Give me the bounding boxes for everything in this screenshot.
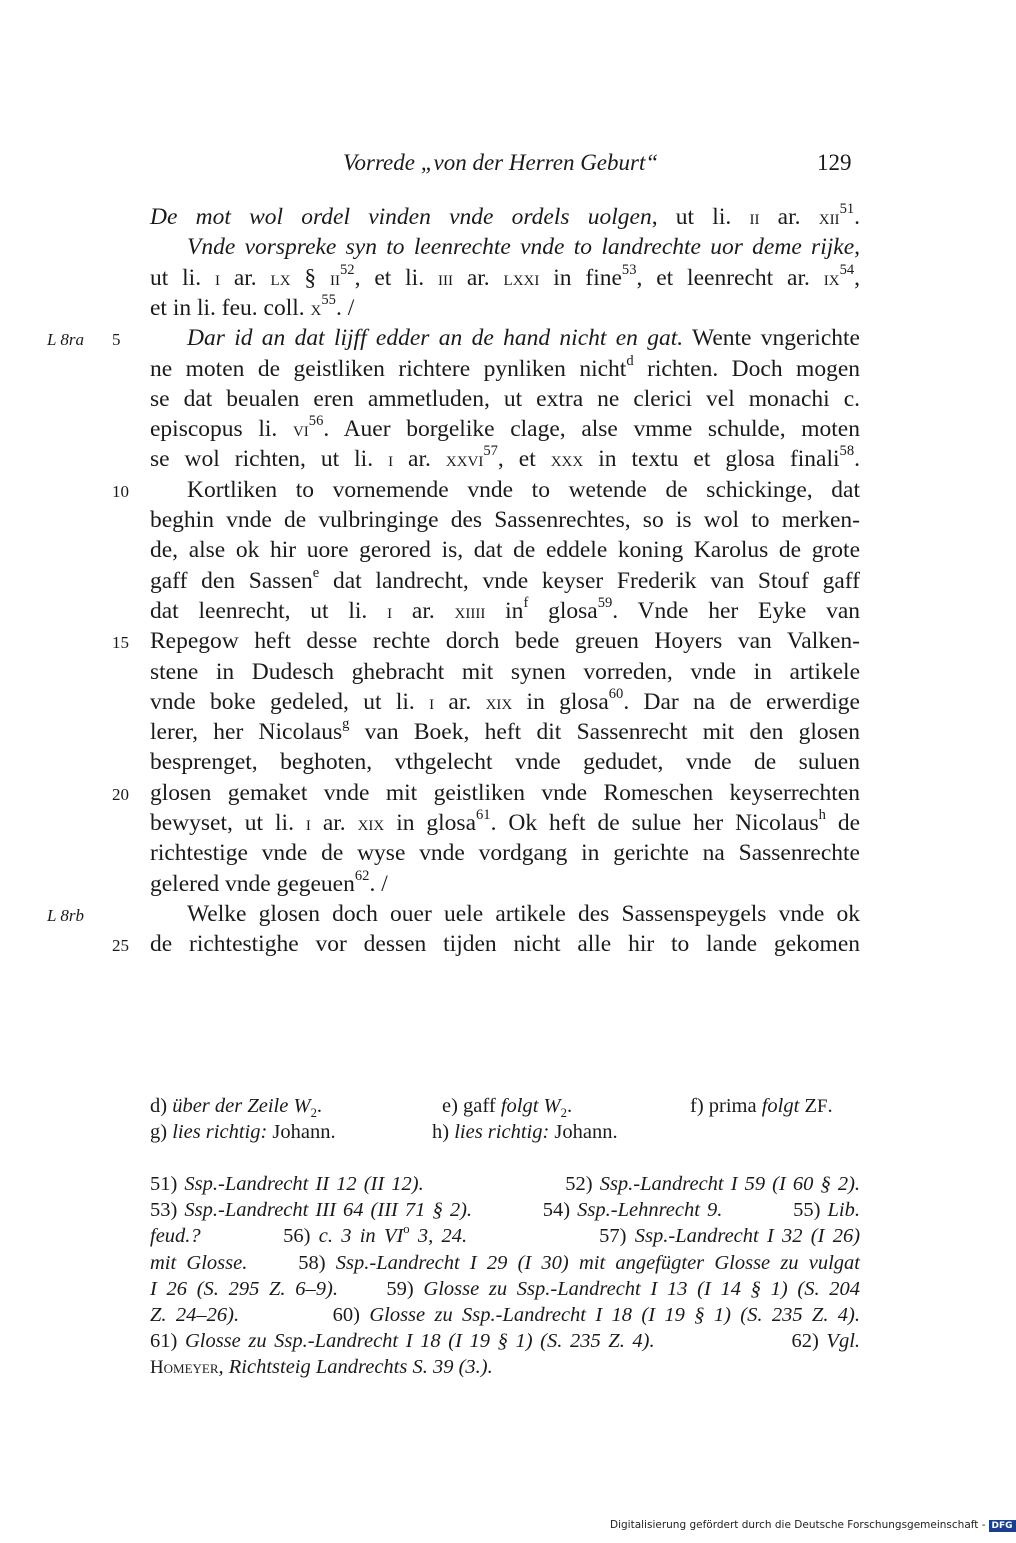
text-run: Homeyer — [150, 1357, 219, 1379]
text-run: 52 — [340, 261, 355, 278]
text-line — [150, 566, 860, 596]
text-run: se dat beualen eren ammetluden, ut extra ne clerici vel monachi c. — [150, 385, 860, 412]
text-line — [150, 778, 860, 808]
text-run: , ut li. — [651, 204, 750, 230]
text-run: . — [566, 1095, 573, 1117]
textual-note — [150, 1120, 336, 1144]
text-run: . — [854, 446, 860, 473]
digitization-credit — [610, 1519, 1016, 1532]
text-run: 62 — [354, 867, 370, 884]
text-run: x — [310, 295, 322, 320]
text-run: ix — [823, 265, 840, 290]
text-run: 3, 24. — [409, 1225, 468, 1248]
text-run: 62) — [654, 1330, 827, 1353]
text-run: gelered vnde gegeuen — [150, 870, 355, 897]
line-number: 25 — [112, 936, 129, 956]
text-line — [150, 505, 860, 535]
text-run: Ssp.-Landrecht I 59 (I 60 § 2). — [599, 1173, 861, 1195]
text-run: lerer, her Nicolaus — [150, 719, 343, 746]
text-run: d — [626, 352, 634, 369]
text-run: richtestige vnde de wyse vnde vordgang in gerichte na Sassenrechte — [150, 840, 860, 867]
text-run: lies richtig: — [454, 1121, 550, 1143]
text-run: 2 — [310, 1106, 317, 1121]
text-run: mit Glosse. — [150, 1251, 248, 1274]
text-run: f — [523, 594, 529, 611]
source-note-line — [150, 1251, 860, 1275]
text-run: 55 — [321, 291, 336, 308]
text-run: Repegow heft desse rechte dorch bede greuen Hoyers van Valken- — [150, 628, 860, 655]
text-run: 56) — [200, 1225, 319, 1248]
text-run: episcopus li. — [150, 416, 293, 443]
text-run: Ssp.-Lehnrecht 9. — [577, 1199, 723, 1222]
text-line — [150, 475, 860, 505]
text-run: et in li. feu. coll. — [150, 294, 311, 321]
text-run: o — [403, 1221, 410, 1236]
text-run: richten. Doch mogen — [633, 355, 861, 382]
text-run: ar. — [310, 810, 358, 836]
text-run: in glosa — [512, 688, 609, 715]
credit-text: Digitalisierung gefördert durch die Deutsche Forschungsgemeinschaft - — [610, 1519, 986, 1531]
text-line — [150, 929, 860, 959]
text-run: 61 — [476, 807, 491, 823]
text-run: Vgl. — [826, 1330, 861, 1353]
text-run: . Dar na de erwerdige — [623, 688, 860, 715]
text-run: i — [388, 447, 394, 472]
text-run: ar. — [219, 264, 271, 291]
text-line — [150, 747, 860, 777]
text-run: g) — [150, 1121, 173, 1143]
source-note-line — [150, 1355, 860, 1379]
text-run: ne moten de geistliken richtere pynliken nicht — [150, 355, 627, 382]
text-run: besprenget, beghoten, vthgelecht vnde gedudet, vnde de suluen — [150, 749, 860, 776]
text-run: ar. — [434, 688, 486, 715]
text-run: Dar id an dat lijff edder an de hand nicht en gat. — [187, 325, 684, 352]
text-run: se wol richten, ut li. — [150, 446, 389, 473]
text-run: folgt — [761, 1095, 800, 1117]
text-run: 2 — [560, 1106, 567, 1121]
text-run: Lib. — [827, 1199, 861, 1222]
text-run: Ssp.-Landrecht I 32 (I 26) — [634, 1225, 861, 1248]
text-run: f) prima — [690, 1095, 762, 1117]
text-run: ar. — [393, 446, 446, 473]
text-run: de — [825, 810, 860, 836]
text-run: ii — [330, 265, 341, 290]
text-line — [150, 384, 860, 414]
text-line — [150, 202, 860, 232]
text-run: , et leenrecht ar. — [636, 264, 824, 291]
text-run: 56 — [308, 413, 324, 430]
page-header — [0, 150, 1000, 182]
text-run: § — [290, 264, 331, 291]
text-run: e — [312, 564, 320, 581]
text-run: xxvi — [445, 447, 484, 472]
text-run: 51 — [839, 201, 855, 217]
text-run: 60 — [608, 685, 624, 702]
text-run: i — [429, 689, 435, 714]
text-run: gaff den Sassen — [150, 567, 313, 594]
text-run: i — [214, 265, 220, 290]
text-run: dat leenrecht, ut li. — [150, 597, 388, 624]
text-run: glosen gemaket vnde mit geistliken vnde Romeschen keyserrechten — [150, 779, 860, 806]
text-line — [150, 899, 860, 929]
text-run: 52) — [423, 1173, 600, 1195]
text-run: Kortliken to vornemende vnde to wetende de schickinge, dat — [187, 476, 860, 503]
text-run: e) gaff — [442, 1095, 501, 1117]
text-line — [150, 717, 860, 747]
source-note-line — [150, 1172, 860, 1196]
text-run: Glosse zu Ssp.-Landrecht I 13 (I 14 § 1) (S. 204 — [423, 1277, 861, 1300]
text-run: Z — [799, 1095, 817, 1117]
text-run: 59 — [597, 594, 613, 611]
text-run: van Boek, heft dit Sassenrecht mit den glosen — [349, 719, 860, 746]
text-run: Johann. — [267, 1121, 336, 1143]
text-line — [150, 838, 860, 868]
text-run: Ssp.-Landrecht III 64 (III 71 § 2). — [184, 1199, 473, 1222]
text-run: ar. — [392, 597, 455, 624]
text-run: xix — [357, 811, 385, 835]
text-run: de richtestighe vor dessen tijden nicht alle hir to lande gekomen — [150, 931, 860, 958]
text-run: über der Zeile W — [172, 1095, 311, 1117]
text-run: 58 — [839, 443, 855, 460]
text-run: folgt W — [500, 1095, 561, 1117]
text-run: . Ok heft de sulue her Nicolaus — [490, 810, 819, 836]
text-run: , — [854, 264, 860, 291]
text-run: ar. — [759, 204, 819, 230]
text-run: 60) — [239, 1304, 370, 1326]
text-run: 53) — [150, 1199, 185, 1222]
text-run: lx — [270, 265, 291, 290]
textual-note — [442, 1094, 573, 1121]
text-run: lxxi — [503, 265, 540, 290]
text-run: in glosa — [384, 810, 477, 836]
text-run: Welke glosen doch ouer uele artikele des Sassenspeygels vnde ok — [187, 900, 860, 927]
text-line — [150, 323, 860, 353]
text-line — [150, 263, 860, 293]
text-run: 54 — [839, 261, 855, 278]
line-number: 10 — [112, 481, 129, 501]
text-run: , et — [497, 446, 551, 473]
text-run: Ssp.-Landrecht I 29 (I 30) mit angefügter Glosse zu vulgat — [335, 1251, 860, 1274]
text-run: . / — [369, 870, 388, 897]
text-run: xiiii — [454, 598, 486, 623]
text-run: glosa — [528, 597, 598, 624]
text-run: lies richtig: — [172, 1121, 268, 1143]
text-run: beghin vnde de vulbringinge des Sassenrechtes, so is wol to merken- — [150, 507, 860, 533]
text-run: Ssp.-Landrecht II 12 (II 12). — [184, 1173, 424, 1195]
text-line — [150, 232, 860, 262]
text-run: in textu et glosa finali — [583, 446, 840, 473]
running-title: Vorrede „von der Herren Geburt“ — [343, 150, 659, 175]
text-run: ii — [749, 205, 760, 229]
text-run: . — [854, 204, 860, 230]
line-number: 15 — [112, 633, 129, 653]
margin-folio-marker: L 8rb — [47, 905, 85, 925]
text-run: xxx — [550, 447, 584, 472]
text-line — [150, 535, 860, 565]
page-number: 129 — [817, 150, 852, 175]
text-run: vi — [292, 417, 309, 442]
text-line — [150, 808, 860, 838]
source-note-line — [150, 1221, 861, 1248]
textual-note — [150, 1094, 323, 1121]
text-run: 51) — [150, 1173, 185, 1195]
text-run: 57) — [467, 1225, 635, 1248]
text-line — [150, 687, 860, 717]
text-run: . Auer borgelike clage, alse vmme schulde, moten — [323, 416, 860, 443]
source-note-line — [150, 1277, 860, 1301]
text-run: . — [316, 1095, 323, 1117]
text-run: in — [485, 597, 524, 624]
text-run: Z. 24–26). — [150, 1304, 240, 1326]
text-run: xix — [485, 689, 513, 714]
text-run: feud.? — [150, 1225, 201, 1248]
text-run: Wente vngerichte — [683, 325, 860, 352]
text-run: Glosse zu Ssp.-Landrecht I 18 (I 19 § 1) (S. 235 Z. 4). — [369, 1304, 861, 1326]
text-run: h) — [432, 1121, 455, 1143]
text-line — [150, 414, 860, 444]
text-run: . Vnde her Eyke van — [612, 597, 861, 624]
text-run: d) — [150, 1095, 173, 1117]
text-line — [150, 657, 860, 687]
text-run: Glosse zu Ssp.-Landrecht I 18 (I 19 § 1) (S. 235 Z. 4). — [184, 1330, 655, 1353]
text-run: 55) — [722, 1199, 828, 1222]
text-line — [150, 354, 860, 384]
text-run: . — [827, 1095, 833, 1117]
text-run: , Richtsteig Landrechts S. 39 (3.). — [218, 1356, 493, 1379]
text-run: ar. — [452, 264, 504, 291]
text-run: 61) — [150, 1330, 185, 1353]
source-note-line — [150, 1198, 860, 1222]
margin-folio-marker: L 8ra — [47, 330, 85, 350]
text-run: vnde boke gedeled, ut li. — [150, 688, 430, 715]
text-run: 57 — [483, 443, 498, 460]
text-run: xii — [818, 205, 840, 229]
text-run: . / — [335, 294, 355, 321]
dfg-logo: DFG — [989, 1520, 1016, 1532]
text-run: , et li. — [354, 264, 438, 291]
text-run: g — [342, 716, 350, 733]
text-run: in fine — [539, 264, 622, 291]
textual-note — [690, 1094, 833, 1119]
text-run: i — [305, 811, 311, 835]
text-line — [150, 596, 860, 626]
source-note-line — [150, 1303, 860, 1327]
text-run: 54) — [472, 1199, 578, 1222]
text-run: stene in Dudesch ghebracht mit synen vorreden, vnde in artikele — [150, 658, 860, 685]
text-run: Vnde vorspreke syn to leenrechte vnde to landrechte uor deme rijke, — [187, 234, 860, 261]
text-line — [150, 293, 860, 323]
text-line — [150, 444, 860, 474]
line-number: 20 — [112, 784, 129, 804]
text-run: 58) — [247, 1251, 336, 1274]
text-run: De mot wol ordel vinden vnde ordels uolgen — [150, 204, 652, 230]
text-line — [150, 626, 860, 656]
text-run: F — [816, 1096, 828, 1117]
text-run: i — [387, 598, 393, 623]
text-run: de, alse ok hir uore gerored is, dat de eddele koning Karolus de grote — [150, 537, 860, 564]
text-run: 53 — [621, 261, 637, 278]
source-note-line — [150, 1329, 860, 1353]
text-run: 59) — [337, 1277, 424, 1300]
text-run: bewyset, ut li. — [150, 810, 306, 836]
text-run: I 26 (S. 295 Z. 6–9). — [150, 1277, 338, 1300]
line-number: 5 — [112, 330, 121, 350]
text-run: iii — [437, 265, 453, 290]
text-run: ut li. — [150, 264, 215, 291]
text-run: c. 3 in VI — [318, 1225, 404, 1248]
textual-note — [432, 1120, 618, 1144]
text-run: Johann. — [549, 1121, 618, 1143]
text-line — [150, 869, 860, 899]
text-run: h — [818, 807, 826, 823]
text-run: dat landrecht, vnde keyser Frederik van Stouf gaff — [319, 567, 860, 594]
